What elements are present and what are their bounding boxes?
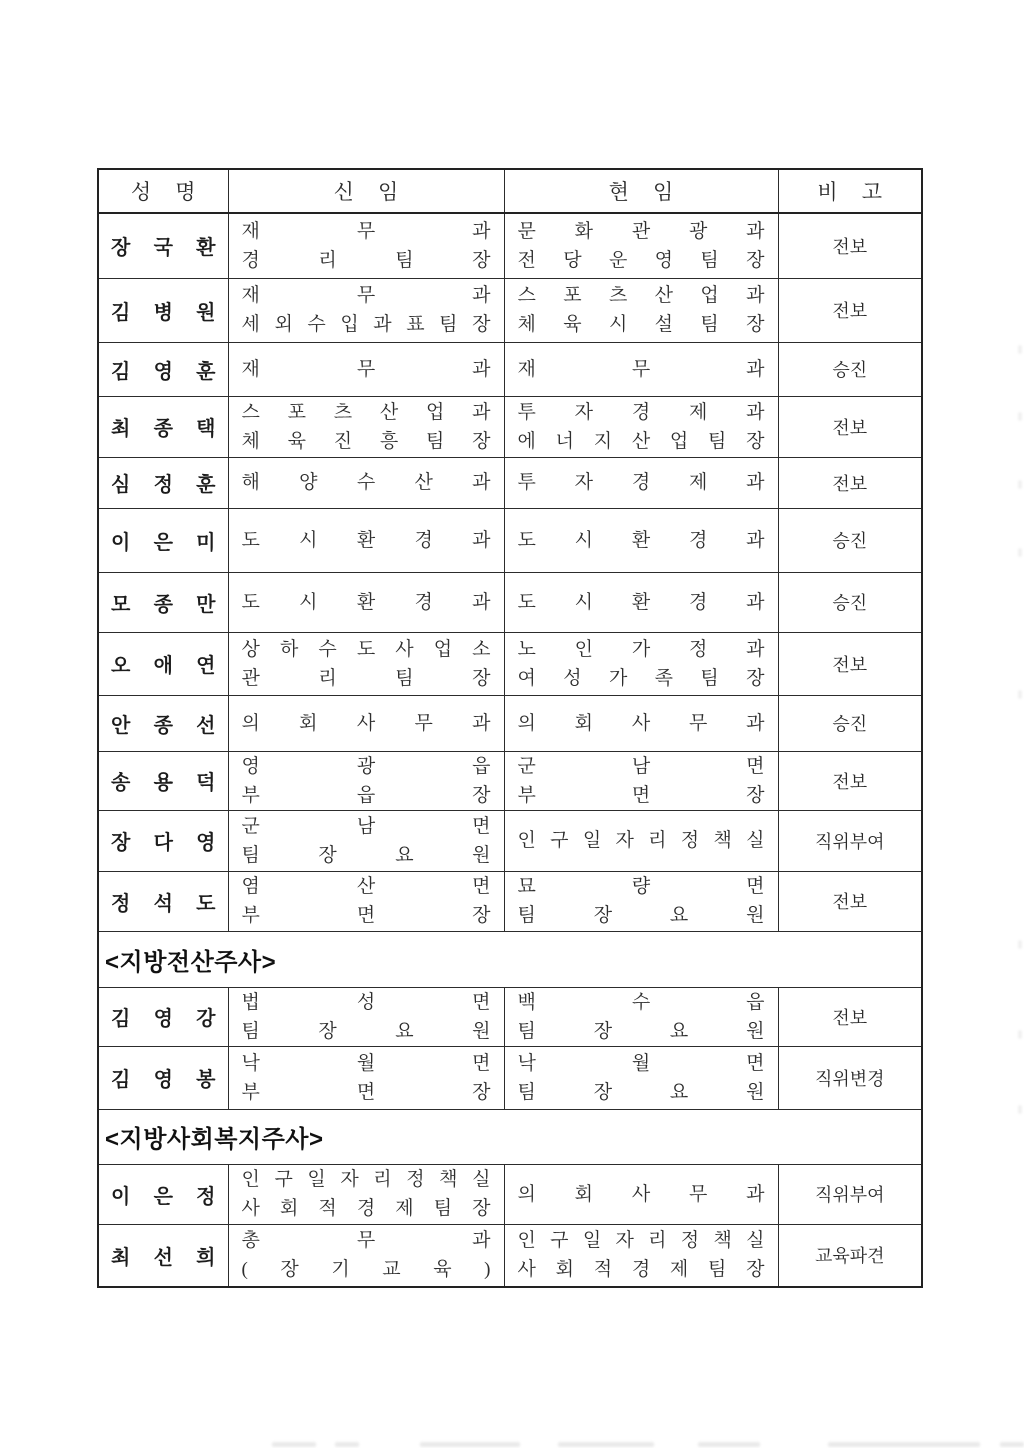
position-line: 인 구 일 자 리 정 책 실: [517, 1230, 765, 1252]
name-cell: 송 용 덕: [98, 751, 228, 810]
new-position-cell: [228, 213, 504, 278]
position-line: 도 시 환 경 과: [241, 591, 491, 613]
table-row: [98, 751, 922, 810]
position-line: 사 회 적 경 제 팀 장: [241, 1198, 491, 1219]
table-row: [98, 396, 922, 457]
personnel-appointments-table: [97, 168, 923, 1288]
current-position-cell: [504, 1046, 778, 1109]
position-line: 부 면 장: [241, 1081, 491, 1103]
scan-artifact-bottom: [0, 1440, 1024, 1448]
remark-cell: 전보: [778, 278, 922, 342]
table-row: [98, 213, 922, 278]
new-position-cell: [228, 342, 504, 396]
remark-cell: 승진: [778, 508, 922, 572]
position-line: 경 리 팀 장: [241, 249, 491, 271]
remark-cell: 교육파견: [778, 1224, 922, 1287]
current-position-cell: [504, 508, 778, 572]
section-heading: <지방사회복지주사>: [98, 1109, 922, 1164]
name-cell: 김 영 강: [98, 987, 228, 1046]
new-position-cell: [228, 1164, 504, 1224]
current-position-cell: [504, 632, 778, 695]
new-position-cell: [228, 572, 504, 632]
position-line: 백 수 읍: [517, 991, 765, 1013]
new-position-cell: [228, 987, 504, 1046]
position-line: 사 회 적 경 제 팀 장: [517, 1259, 765, 1281]
position-line: 인 구 일 자 리 정 책 실: [517, 830, 765, 851]
section-row: [98, 1109, 922, 1164]
current-position-cell: [504, 1224, 778, 1287]
remark-cell: 직위변경: [778, 1046, 922, 1109]
position-line: 군 남 면: [517, 755, 765, 777]
new-position-cell: [228, 632, 504, 695]
column-header-current-position: 현 임: [504, 169, 778, 213]
position-line: 여 성 가 족 팀 장: [517, 667, 765, 689]
table-row: [98, 987, 922, 1046]
position-line: 재 무 과: [241, 285, 491, 306]
name-cell: 장 다 영: [98, 810, 228, 871]
table-row: [98, 508, 922, 572]
position-line: 의 회 사 무 과: [241, 712, 491, 734]
position-line: 스 포 츠 산 업 과: [517, 285, 765, 306]
current-position-cell: [504, 871, 778, 931]
position-line: 에 너 지 산 업 팀 장: [517, 430, 765, 452]
name-cell: 오 애 연: [98, 632, 228, 695]
new-position-cell: [228, 810, 504, 871]
position-line: 문 화 관 광 과: [517, 220, 765, 242]
section-heading: <지방전산주사>: [98, 931, 922, 987]
current-position-cell: [504, 342, 778, 396]
current-position-cell: [504, 278, 778, 342]
position-line: 도 시 환 경 과: [517, 529, 765, 551]
current-position-cell: [504, 1164, 778, 1224]
position-line: 투 자 경 제 과: [517, 472, 765, 493]
table-row: [98, 278, 922, 342]
position-line: 부 면 장: [241, 905, 491, 926]
new-position-cell: [228, 457, 504, 508]
table-row: [98, 457, 922, 508]
name-cell: 정 석 도: [98, 871, 228, 931]
name-cell: 이 은 정: [98, 1164, 228, 1224]
remark-cell: 전보: [778, 632, 922, 695]
current-position-cell: [504, 987, 778, 1046]
remark-cell: 직위부여: [778, 810, 922, 871]
position-line: 낙 월 면: [241, 1052, 491, 1074]
position-line: 노 인 가 정 과: [517, 638, 765, 660]
remark-cell: 승진: [778, 572, 922, 632]
position-line: 상 하 수 도 사 업 소: [241, 638, 491, 660]
position-line: 영 광 읍: [241, 755, 491, 777]
position-line: 의 회 사 무 과: [517, 1183, 765, 1205]
position-line: 인 구 일 자 리 정 책 실: [241, 1169, 491, 1190]
remark-cell: 전보: [778, 396, 922, 457]
position-line: 팀 장 요 원: [517, 1020, 765, 1042]
table-row: [98, 1224, 922, 1287]
table-row: [98, 810, 922, 871]
position-line: 투 자 경 제 과: [517, 401, 765, 423]
position-line: 팀 장 요 원: [517, 905, 765, 926]
position-line: 도 시 환 경 과: [241, 529, 491, 551]
remark-cell: 승진: [778, 342, 922, 396]
current-position-cell: [504, 457, 778, 508]
new-position-cell: [228, 871, 504, 931]
remark-cell: 승진: [778, 695, 922, 751]
position-line: 팀 장 요 원: [241, 844, 491, 866]
table-row: [98, 695, 922, 751]
new-position-cell: [228, 508, 504, 572]
current-position-cell: [504, 695, 778, 751]
new-position-cell: [228, 1046, 504, 1109]
table-header-row: [98, 169, 922, 213]
column-header-new-position: 신 임: [228, 169, 504, 213]
remark-cell: 전보: [778, 457, 922, 508]
current-position-cell: [504, 213, 778, 278]
remark-cell: 직위부여: [778, 1164, 922, 1224]
new-position-cell: [228, 751, 504, 810]
table-row: [98, 572, 922, 632]
table-row: [98, 1164, 922, 1224]
position-line: 법 성 면: [241, 991, 491, 1013]
new-position-cell: [228, 1224, 504, 1287]
position-line: 묘 량 면: [517, 876, 765, 897]
table-row: [98, 342, 922, 396]
position-line: 스 포 츠 산 업 과: [241, 401, 491, 423]
current-position-cell: [504, 572, 778, 632]
remark-cell: 전보: [778, 871, 922, 931]
column-header-name: 성 명: [98, 169, 228, 213]
position-line: 체 육 시 설 팀 장: [517, 314, 765, 335]
name-cell: 최 종 택: [98, 396, 228, 457]
remark-cell: 전보: [778, 987, 922, 1046]
position-line: 체 육 진 흥 팀 장: [241, 430, 491, 452]
position-line: 재 무 과: [241, 358, 491, 380]
scan-artifact-right-edge: [1017, 0, 1024, 1448]
position-line: 세 외 수 입 과 표 팀 장: [241, 314, 491, 335]
name-cell: 최 선 희: [98, 1224, 228, 1287]
position-line: 전 당 운 영 팀 장: [517, 249, 765, 271]
position-line: 도 시 환 경 과: [517, 591, 765, 613]
name-cell: 안 종 선: [98, 695, 228, 751]
position-line: 군 남 면: [241, 815, 491, 837]
position-line: 재 무 과: [517, 358, 765, 380]
new-position-cell: [228, 695, 504, 751]
section-row: [98, 931, 922, 987]
position-line: 낙 월 면: [517, 1052, 765, 1074]
name-cell: 장 국 환: [98, 213, 228, 278]
table-row: [98, 632, 922, 695]
name-cell: 모 종 만: [98, 572, 228, 632]
position-line: 재 무 과: [241, 220, 491, 242]
position-line: 염 산 면: [241, 876, 491, 897]
position-line: 의 회 사 무 과: [517, 712, 765, 734]
name-cell: 심 정 훈: [98, 457, 228, 508]
position-line: ( 장 기 교 육 ): [241, 1259, 491, 1281]
position-line: 팀 장 요 원: [241, 1020, 491, 1042]
position-line: 팀 장 요 원: [517, 1081, 765, 1103]
new-position-cell: [228, 396, 504, 457]
current-position-cell: [504, 751, 778, 810]
position-line: 총 무 과: [241, 1230, 491, 1252]
column-header-remark: 비 고: [778, 169, 922, 213]
position-line: 부 면 장: [517, 784, 765, 806]
name-cell: 김 영 봉: [98, 1046, 228, 1109]
position-line: 해 양 수 산 과: [241, 472, 491, 493]
current-position-cell: [504, 396, 778, 457]
table-row: [98, 871, 922, 931]
current-position-cell: [504, 810, 778, 871]
remark-cell: 전보: [778, 213, 922, 278]
position-line: 관 리 팀 장: [241, 667, 491, 689]
table-row: [98, 1046, 922, 1109]
name-cell: 이 은 미: [98, 508, 228, 572]
name-cell: 김 병 원: [98, 278, 228, 342]
new-position-cell: [228, 278, 504, 342]
remark-cell: 전보: [778, 751, 922, 810]
name-cell: 김 영 훈: [98, 342, 228, 396]
position-line: 부 읍 장: [241, 784, 491, 806]
